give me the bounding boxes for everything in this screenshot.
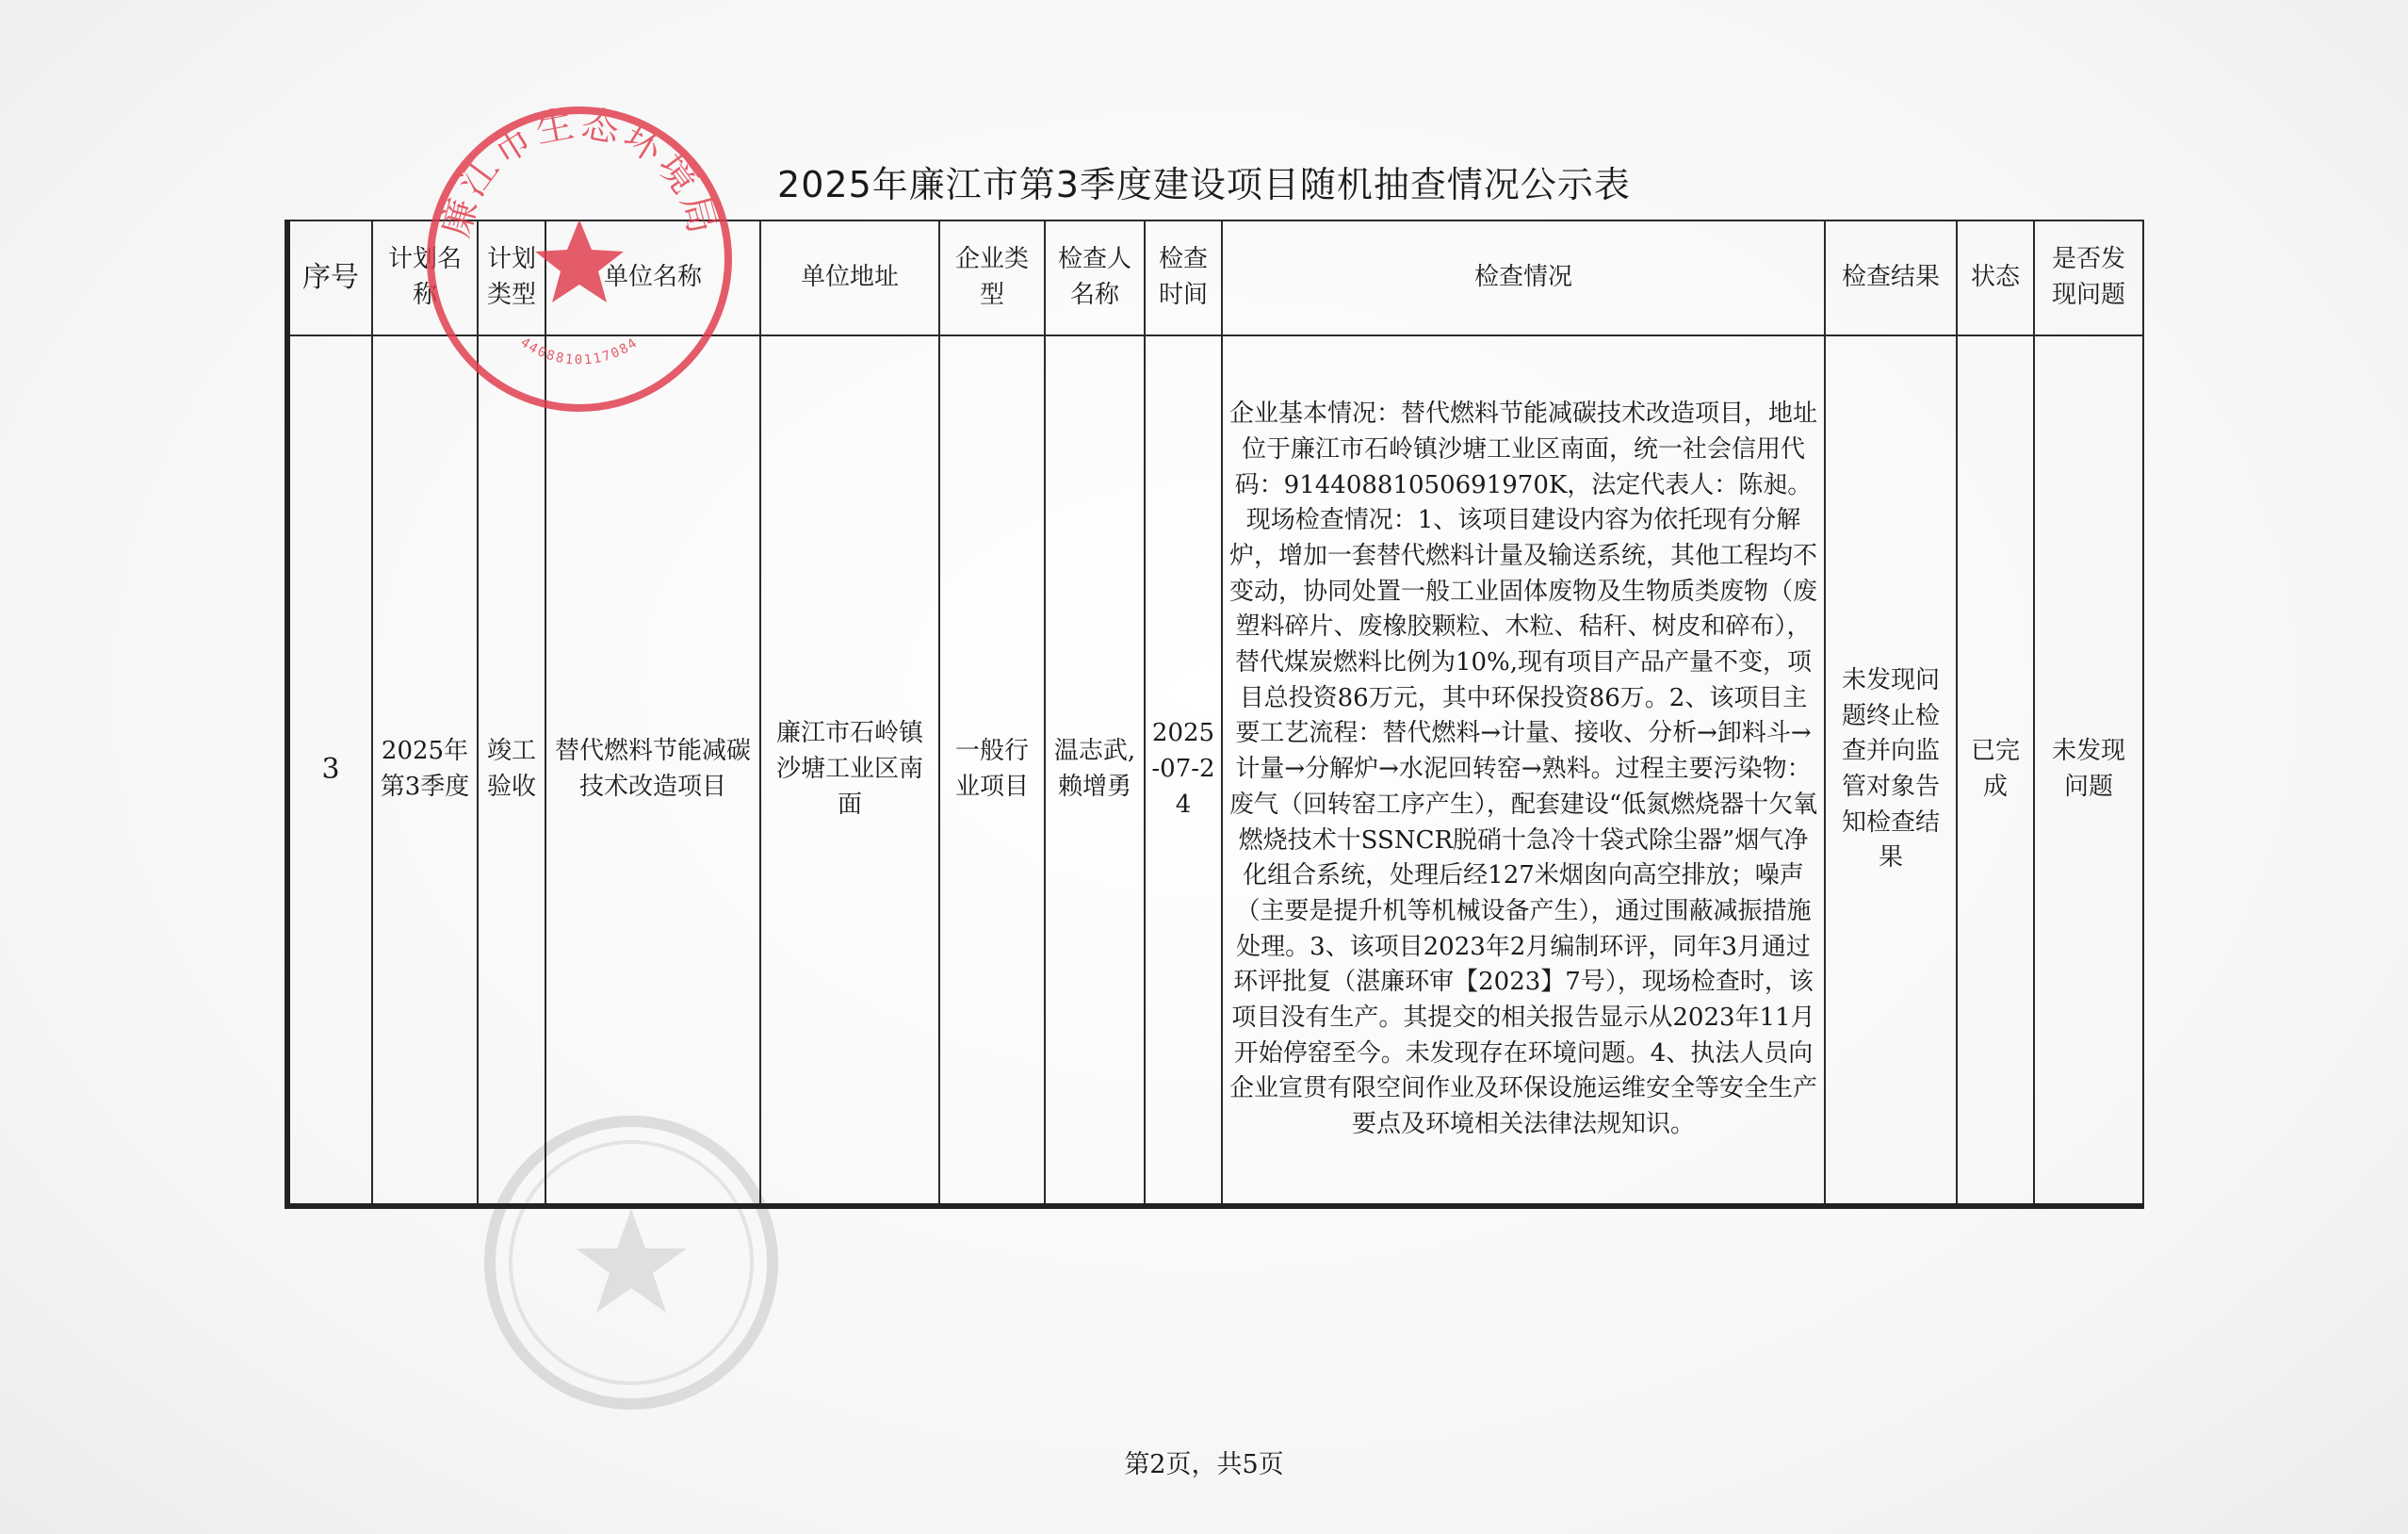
cell-unit-name: 替代燃料节能减碳技术改造项目	[545, 335, 760, 1206]
page-footer: 第2页，共5页	[1124, 1450, 1284, 1479]
cell-inspect-time: 2025-07-24	[1145, 335, 1222, 1206]
cell-enterprise-type: 一般行业项目	[939, 335, 1045, 1206]
col-header-inspector: 检查人名称	[1045, 220, 1145, 335]
cell-plan-type: 竣工验收	[478, 335, 545, 1206]
cell-plan-name: 2025年第3季度	[372, 335, 478, 1206]
page-title: 2025年廉江市第3季度建设项目随机抽查情况公示表	[777, 164, 1631, 205]
col-header-unit-name: 单位名称	[545, 220, 760, 335]
inspection-site-details: 现场检查情况：1、该项目建设内容为依托现有分解炉，增加一套替代燃料计量及输送系统，其他工程均不变动，协同处置一般工业固体废物及生物质类废物（废塑料碎片、废橡胶颗粒、木粒、秸秆、树皮和碎布），替代煤炭燃料比例为10%,现有项目产品产量不变，项目总投资86万元，其中环保投资86万。2、该项目主要工艺流程：替代燃料→计量、接收、分析→卸料斗→计量→分解炉→水泥回转窑→熟料。过程主要污染物：废气（回转窑工序产生），配套建设“低氮燃烧器十欠氧燃烧技术十SSNCR脱硝十急冷十袋式除尘器”烟气净化组合系统，处理后经127米烟囱向高空排放；噪声（主要是提升机等机械设备产生），通过围蔽减振措施处理。3、该项目2023年2月编制环评，同年3月通过环评批复（湛廉环审【2023】7号），现场检查时，该项目没有生产。其提交的相关报告显示从2023年11月开始停窑至今。未发现存在环境问题。4、执法人员向企业宣贯有限空间作业及环保设施运维安全等安全生产要点及环境相关法律法规知识。	[1228, 506, 1818, 1139]
col-header-enterprise-type: 企业类型	[939, 220, 1045, 335]
inspection-basic-info: 企业基本情况：替代燃料节能减碳技术改造项目，地址位于廉江市石岭镇沙塘工业区南面，统一社会信用代码：91440881050691970K，法定代表人：陈昶。	[1228, 400, 1817, 499]
col-header-result: 检查结果	[1825, 220, 1957, 335]
col-header-plan-name: 计划名称	[372, 220, 478, 335]
cell-seq: 3	[287, 335, 372, 1206]
cell-inspector: 温志武,赖增勇	[1045, 335, 1145, 1206]
col-header-inspection: 检查情况	[1222, 220, 1825, 335]
cell-inspection	[1222, 335, 1825, 1206]
col-header-unit-address: 单位地址	[760, 220, 939, 335]
seal-number: 4408810117084	[517, 335, 642, 368]
col-header-problem-found: 是否发现问题	[2034, 220, 2143, 335]
seal-text: 廉江市生态环境局	[433, 102, 725, 242]
col-header-status: 状态	[1957, 220, 2034, 335]
table-row	[287, 335, 2143, 1206]
col-header-inspect-time: 检查时间	[1145, 220, 1222, 335]
cell-unit-address: 廉江市石岭镇沙塘工业区南面	[760, 335, 939, 1206]
official-seal	[419, 99, 740, 419]
cell-status: 已完成	[1957, 335, 2034, 1206]
cell-result: 未发现问题终止检查并向监管对象告知检查结果	[1825, 335, 1957, 1206]
svg-text:4408810117084	[517, 335, 641, 367]
col-header-plan-type: 计划类型	[478, 220, 545, 335]
cell-problem-found: 未发现问题	[2034, 335, 2143, 1206]
col-header-seq: 序号	[287, 220, 372, 335]
